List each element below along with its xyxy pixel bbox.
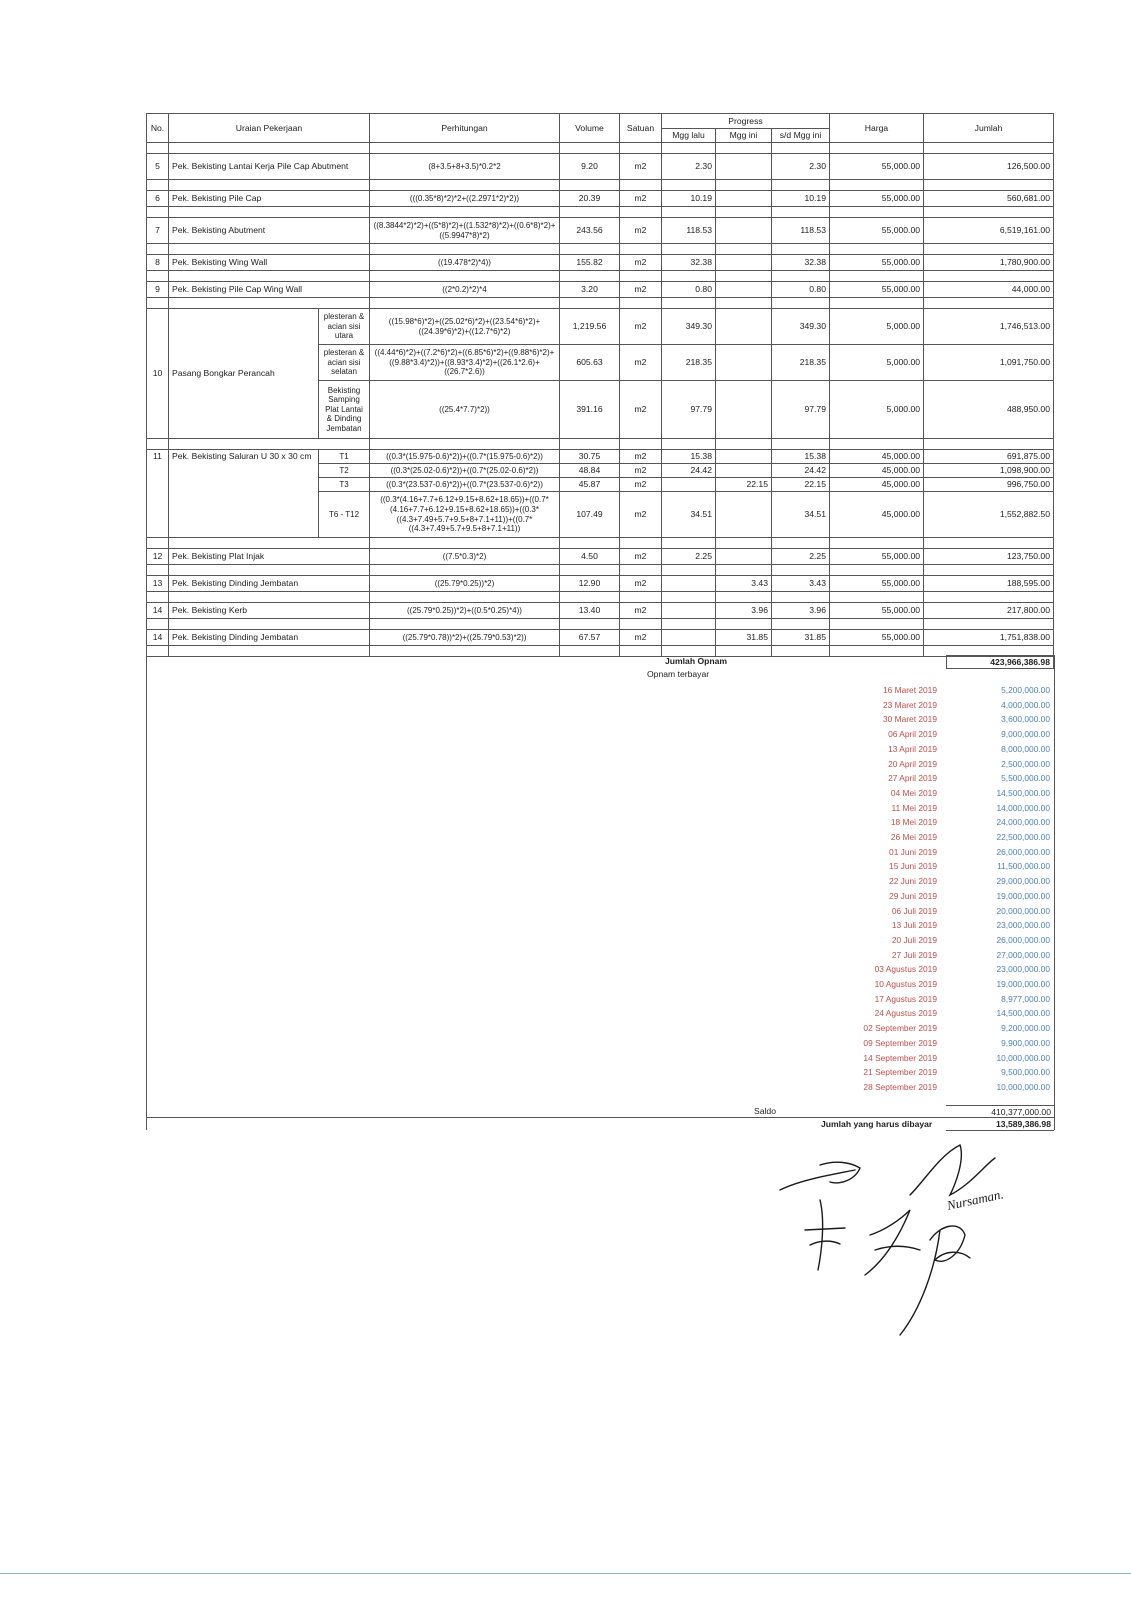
- row-formula: ((0.3*(15.975-0.6)*2))+((0.7*(15.975-0.6)*2)): [370, 450, 560, 464]
- row-volume: 605.63: [560, 345, 620, 381]
- header-row: [147, 114, 1054, 129]
- header-volume: Volume: [560, 114, 620, 143]
- header-mgg-ini: Mgg ini: [716, 128, 772, 143]
- row-jumlah: 1,552,882.50: [924, 492, 1054, 538]
- payment-date: 04 Mei 2019: [890, 787, 937, 798]
- payment-amount: 19,000,000.00: [996, 979, 1050, 989]
- row-volume: 155.82: [560, 255, 620, 271]
- signature-stroke-1: [780, 1162, 860, 1190]
- opnam-terbayar-label: Opnam terbayar: [647, 669, 710, 679]
- row-mgg-lalu: 32.38: [662, 255, 716, 271]
- spacer-row: [147, 592, 1054, 603]
- row-volume: 391.16: [560, 381, 620, 439]
- payment-amount: 27,000,000.00: [996, 949, 1050, 960]
- harus-dibayar-label: Jumlah yang harus dibayar: [821, 1119, 933, 1129]
- spacer-row: [147, 180, 1054, 191]
- row-mgg-ini: 31.85: [716, 630, 772, 646]
- row-sd: 22.15: [772, 478, 830, 492]
- row-volume: 30.75: [560, 450, 620, 464]
- row-mgg-lalu: 97.79: [662, 381, 716, 439]
- row-formula: ((0.3*(4.16+7.7+6.12+9.15+8.62+18.65))+((0.7*(4.16+7.7+6.12+9.15+8.62+18.65))+((0.3*((4.3+7.49+5.7+9.5+8+7.1+11))+((0.7*((4.3+7.49+5.7+9.5+8+7.1+11)): [370, 492, 560, 538]
- saldo-label: Saldo: [754, 1106, 776, 1116]
- row-formula: ((7.5*0.3)*2): [370, 549, 560, 565]
- signature-stroke-5: [900, 1226, 970, 1335]
- row-sd: 31.85: [772, 630, 830, 646]
- payment-amount: 22,500,000.00: [996, 832, 1050, 842]
- row-mgg-ini: [716, 492, 772, 538]
- spacer-row: [147, 244, 1054, 255]
- row-no: 6: [147, 191, 169, 207]
- payment-date: 21 September 2019: [863, 1067, 937, 1078]
- row-mgg-ini: [716, 450, 772, 464]
- row-mgg-lalu: 0.80: [662, 282, 716, 298]
- row-mgg-ini: [716, 309, 772, 345]
- row-satuan: m2: [620, 255, 662, 271]
- payment-date: 20 Juli 2019: [891, 934, 937, 945]
- row-sd: 3.43: [772, 576, 830, 592]
- row-jumlah: 1,746,513.00: [924, 309, 1054, 345]
- payment-date: 18 Mei 2019: [890, 817, 937, 828]
- payment-amount: 19,000,000.00: [996, 890, 1050, 901]
- row-uraian: Pek. Bekisting Kerb: [169, 603, 370, 619]
- row-sub-label: Bekisting Samping Plat Lantai & Dinding Jembatan: [319, 381, 370, 439]
- header-satuan: Satuan: [620, 114, 662, 143]
- row-mgg-lalu: 15.38: [662, 450, 716, 464]
- header-harga: Harga: [830, 114, 924, 143]
- payment-amount: 26,000,000.00: [996, 934, 1050, 945]
- row-mgg-lalu: [662, 576, 716, 592]
- row-harga: 5,000.00: [830, 309, 924, 345]
- row-sd: 0.80: [772, 282, 830, 298]
- row-mgg-lalu: [662, 630, 716, 646]
- payment-amount: 23,000,000.00: [996, 920, 1050, 931]
- row-jumlah: 1,098,900.00: [924, 464, 1054, 478]
- row-jumlah: 560,681.00: [924, 191, 1054, 207]
- table-row: [147, 309, 1054, 345]
- row-uraian: Pek. Bekisting Dinding Jembatan: [169, 630, 370, 646]
- row-satuan: m2: [620, 309, 662, 345]
- row-volume: 3.20: [560, 282, 620, 298]
- payment-date: 23 Maret 2019: [882, 699, 937, 710]
- payment-date: 30 Maret 2019: [882, 714, 937, 725]
- payment-date: 01 Juni 2019: [889, 846, 937, 857]
- row-volume: 13.40: [560, 603, 620, 619]
- row-jumlah: 996,750.00: [924, 478, 1054, 492]
- table-row: [147, 218, 1054, 244]
- row-no: 12: [147, 549, 169, 565]
- saldo-value: 410,377,000.00: [946, 1105, 1054, 1118]
- row-formula: ((0.3*(25.02-0.6)*2))+((0.7*(25.02-0.6)*2)): [370, 464, 560, 478]
- row-formula: ((25.79*0.78))*2)+((25.79*0.53)*2)): [370, 630, 560, 646]
- row-harga: 55,000.00: [830, 218, 924, 244]
- row-satuan: m2: [620, 345, 662, 381]
- row-satuan: m2: [620, 218, 662, 244]
- summary-divider: [147, 1117, 1054, 1118]
- row-jumlah: 44,000.00: [924, 282, 1054, 298]
- payment-date: 20 April 2019: [888, 758, 937, 769]
- row-harga: 55,000.00: [830, 576, 924, 592]
- signature-stroke-2: [910, 1145, 995, 1195]
- payment-amount: 9,200,000.00: [1001, 1023, 1050, 1034]
- row-volume: 1,219.56: [560, 309, 620, 345]
- payment-amount: 23,000,000.00: [996, 964, 1050, 975]
- table-row: [147, 191, 1054, 207]
- row-jumlah: 1,780,900.00: [924, 255, 1054, 271]
- payment-amount: 11,500,000.00: [997, 861, 1050, 872]
- row-satuan: m2: [620, 191, 662, 207]
- payment-amount: 4,000,000.00: [1001, 699, 1050, 710]
- row-formula: ((0.3*(23.537-0.6)*2))+((0.7*(23.537-0.6)*2)): [370, 478, 560, 492]
- header-progress: Progress: [662, 114, 830, 129]
- row-jumlah: 1,091,750.00: [924, 345, 1054, 381]
- row-satuan: m2: [620, 282, 662, 298]
- row-sd: 97.79: [772, 381, 830, 439]
- signatures: [760, 1140, 1060, 1345]
- row-uraian: Pek. Bekisting Dinding Jembatan: [169, 576, 370, 592]
- row-volume: 12.90: [560, 576, 620, 592]
- row-sd: 218.35: [772, 345, 830, 381]
- payment-amount: 10,000,000.00: [996, 1081, 1050, 1092]
- payment-date: 22 Juni 2019: [889, 876, 937, 887]
- row-sd: 3.96: [772, 603, 830, 619]
- payment-amount: 9,500,000.00: [1001, 1067, 1050, 1078]
- payment-date: 10 Agustus 2019: [874, 979, 937, 989]
- row-mgg-lalu: 2.25: [662, 549, 716, 565]
- row-mgg-ini: [716, 345, 772, 381]
- row-harga: 55,000.00: [830, 154, 924, 180]
- row-formula: (8+3.5+8+3.5)*0.2*2: [370, 154, 560, 180]
- spacer-row: [147, 271, 1054, 282]
- payment-date: 27 Juli 2019: [891, 949, 937, 960]
- row-mgg-ini: [716, 191, 772, 207]
- row-jumlah: 6,519,161.00: [924, 218, 1054, 244]
- row-no: 14: [147, 603, 169, 619]
- row-volume: 48.84: [560, 464, 620, 478]
- row-mgg-ini: [716, 549, 772, 565]
- row-formula: ((4.44*6)*2)+((7.2*6)*2)+((6.85*6)*2)+((9.88*6)*2)+((9.88*3.4)*2))+((8.93*3.4)*2)+((26.1*2.6)+((26.7*2.6)): [370, 345, 560, 381]
- spacer-row: [147, 565, 1054, 576]
- payment-amount: 14,500,000.00: [996, 1008, 1050, 1019]
- row-harga: 45,000.00: [830, 450, 924, 464]
- payment-amount: 9,000,000.00: [1001, 729, 1050, 740]
- payment-amount: 10,000,000.00: [996, 1052, 1050, 1063]
- table-row: [147, 576, 1054, 592]
- payment-date: 15 Juni 2019: [889, 861, 937, 872]
- spacer-row: [147, 207, 1054, 218]
- row-mgg-lalu: 118.53: [662, 218, 716, 244]
- row-mgg-lalu: 2.30: [662, 154, 716, 180]
- row-no: 7: [147, 218, 169, 244]
- row-sd: 2.30: [772, 154, 830, 180]
- row-jumlah: 217,800.00: [924, 603, 1054, 619]
- row-mgg-lalu: 349.30: [662, 309, 716, 345]
- payment-amount: 14,000,000.00: [996, 802, 1050, 813]
- signature-name: Nursaman.: [945, 1186, 1005, 1213]
- row-uraian: Pek. Bekisting Pile Cap Wing Wall: [169, 282, 370, 298]
- table-row: [147, 603, 1054, 619]
- row-satuan: m2: [620, 381, 662, 439]
- row-harga: 55,000.00: [830, 630, 924, 646]
- row-formula: ((25.4*7.7)*2)): [370, 381, 560, 439]
- row-mgg-lalu: 10.19: [662, 191, 716, 207]
- payment-amount: 2,500,000.00: [1001, 758, 1050, 769]
- row-formula: ((2*0.2)*2)*4: [370, 282, 560, 298]
- row-sub-label: T2: [319, 464, 370, 478]
- payment-date: 02 September 2019: [863, 1023, 937, 1034]
- jumlah-opnam-value: 423,966,386.98: [946, 655, 1054, 669]
- payment-date: 26 Mei 2019: [890, 832, 937, 842]
- row-sub-label: plesteran & acian sisi utara: [319, 309, 370, 345]
- row-jumlah: 123,750.00: [924, 549, 1054, 565]
- row-satuan: m2: [620, 450, 662, 464]
- spacer-row: [147, 298, 1054, 309]
- payment-date: 13 Juli 2019: [891, 920, 937, 931]
- rab-sheet: [146, 113, 1053, 657]
- row-mgg-ini: 22.15: [716, 478, 772, 492]
- row-harga: 55,000.00: [830, 603, 924, 619]
- row-harga: 55,000.00: [830, 255, 924, 271]
- row-volume: 243.56: [560, 218, 620, 244]
- row-uraian: Pek. Bekisting Lantai Kerja Pile Cap Abutment: [169, 154, 370, 180]
- table-row: [147, 255, 1054, 271]
- payment-date: 27 April 2019: [888, 773, 937, 784]
- payment-amount: 9,900,000.00: [1001, 1037, 1050, 1048]
- payment-amount: 24,000,000.00: [996, 817, 1050, 828]
- row-mgg-lalu: 34.51: [662, 492, 716, 538]
- row-sd: 2.25: [772, 549, 830, 565]
- row-mgg-ini: 3.43: [716, 576, 772, 592]
- row-formula: (((0.35*8)*2)*2+((2.2971*2)*2)): [370, 191, 560, 207]
- table-row: [147, 450, 1054, 464]
- row-mgg-ini: [716, 154, 772, 180]
- row-satuan: m2: [620, 492, 662, 538]
- header-uraian: Uraian Pekerjaan: [169, 114, 370, 143]
- payment-date: 29 Juni 2019: [889, 890, 937, 901]
- payment-date: 16 Maret 2019: [882, 685, 937, 695]
- row-uraian: Pasang Bongkar Perancah: [169, 309, 319, 439]
- payment-amount: 8,977,000.00: [1001, 993, 1050, 1004]
- row-jumlah: 1,751,838.00: [924, 630, 1054, 646]
- row-jumlah: 188,595.00: [924, 576, 1054, 592]
- row-sd: 349.30: [772, 309, 830, 345]
- row-sd: 34.51: [772, 492, 830, 538]
- spacer-row: [147, 619, 1054, 630]
- row-harga: 55,000.00: [830, 282, 924, 298]
- table-row: [147, 630, 1054, 646]
- payment-date: 13 April 2019: [888, 743, 937, 754]
- row-uraian: Pek. Bekisting Plat Injak: [169, 549, 370, 565]
- payment-summary: [146, 655, 1055, 1130]
- row-no: 10: [147, 309, 169, 439]
- row-volume: 20.39: [560, 191, 620, 207]
- row-jumlah: 488,950.00: [924, 381, 1054, 439]
- row-sub-label: plesteran & acian sisi selatan: [319, 345, 370, 381]
- spacer-row: [147, 439, 1054, 450]
- table-row: [147, 282, 1054, 298]
- row-uraian: Pek. Bekisting Pile Cap: [169, 191, 370, 207]
- row-mgg-ini: [716, 218, 772, 244]
- row-formula: ((25.79*0.25))*2)+((0.5*0.25)*4)): [370, 603, 560, 619]
- row-jumlah: 691,875.00: [924, 450, 1054, 464]
- row-mgg-lalu: 218.35: [662, 345, 716, 381]
- row-no: 13: [147, 576, 169, 592]
- payment-date: 24 Agustus 2019: [874, 1008, 937, 1019]
- row-sd: 32.38: [772, 255, 830, 271]
- row-volume: 45.87: [560, 478, 620, 492]
- row-harga: 45,000.00: [830, 464, 924, 478]
- row-volume: 67.57: [560, 630, 620, 646]
- row-volume: 107.49: [560, 492, 620, 538]
- row-harga: 45,000.00: [830, 478, 924, 492]
- row-volume: 4.50: [560, 549, 620, 565]
- header-jumlah: Jumlah: [924, 114, 1054, 143]
- row-satuan: m2: [620, 464, 662, 478]
- row-satuan: m2: [620, 603, 662, 619]
- row-satuan: m2: [620, 576, 662, 592]
- row-harga: 5,000.00: [830, 381, 924, 439]
- payment-amount: 5,500,000.00: [1001, 773, 1050, 784]
- payment-amount: 5,200,000.00: [1001, 685, 1050, 695]
- row-no: 14: [147, 630, 169, 646]
- payment-date: 09 September 2019: [863, 1037, 937, 1048]
- row-harga: 5,000.00: [830, 345, 924, 381]
- jumlah-opnam-label: Jumlah Opnam: [665, 656, 728, 666]
- row-sd: 15.38: [772, 450, 830, 464]
- row-formula: ((8.3844*2)*2)+((5*8)*2)+((1.532*8)*2)+((0.6*8)*2)+((5.9947*8)*2): [370, 218, 560, 244]
- payment-date: 03 Agustus 2019: [874, 964, 937, 975]
- payment-date: 11 Mei 2019: [891, 802, 937, 813]
- row-sd: 24.42: [772, 464, 830, 478]
- row-mgg-lalu: [662, 603, 716, 619]
- row-mgg-lalu: 24.42: [662, 464, 716, 478]
- payment-amount: 3,600,000.00: [1001, 714, 1050, 725]
- row-mgg-ini: [716, 255, 772, 271]
- row-mgg-ini: [716, 381, 772, 439]
- payment-amount: 20,000,000.00: [996, 905, 1050, 916]
- row-no: 9: [147, 282, 169, 298]
- row-sd: 118.53: [772, 218, 830, 244]
- row-volume: 9.20: [560, 154, 620, 180]
- row-uraian: Pek. Bekisting Saluran U 30 x 30 cm: [169, 450, 319, 538]
- header-mgg-lalu: Mgg lalu: [662, 128, 716, 143]
- row-mgg-ini: [716, 282, 772, 298]
- row-satuan: m2: [620, 478, 662, 492]
- harus-dibayar-value: 13,589,386.98: [946, 1118, 1054, 1131]
- row-satuan: m2: [620, 549, 662, 565]
- row-sub-label: T3: [319, 478, 370, 492]
- payment-amount: 26,000,000.00: [996, 846, 1050, 857]
- row-sub-label: T6 - T12: [319, 492, 370, 538]
- row-no: 11: [147, 450, 169, 538]
- row-mgg-lalu: [662, 478, 716, 492]
- payment-date: 06 Juli 2019: [891, 905, 937, 916]
- spacer-row: [147, 143, 1054, 154]
- row-satuan: m2: [620, 630, 662, 646]
- row-harga: 55,000.00: [830, 191, 924, 207]
- header-perhitungan: Perhitungan: [370, 114, 560, 143]
- opname-table: [146, 113, 1054, 657]
- header-sd-mgg-ini: s/d Mgg ini: [772, 128, 830, 143]
- row-mgg-ini: 3.96: [716, 603, 772, 619]
- signature-stroke-3: [805, 1200, 845, 1270]
- row-uraian: Pek. Bekisting Wing Wall: [169, 255, 370, 271]
- row-formula: ((15.98*6)*2)+((25.02*6)*2)+((23.54*6)*2)+((24.39*6)*2)+((12.7*6)*2): [370, 309, 560, 345]
- signature-stroke-4: [865, 1210, 920, 1275]
- row-formula: ((19.478*2)*4)): [370, 255, 560, 271]
- row-formula: ((25.79*0.25))*2): [370, 576, 560, 592]
- payment-date: 17 Agustus 2019: [874, 993, 937, 1004]
- row-uraian: Pek. Bekisting Abutment: [169, 218, 370, 244]
- payment-date: 06 April 2019: [888, 729, 937, 740]
- row-harga: 45,000.00: [830, 492, 924, 538]
- row-sub-label: T1: [319, 450, 370, 464]
- row-no: 8: [147, 255, 169, 271]
- payment-amount: 29,000,000.00: [996, 876, 1050, 887]
- signature-graphic: [760, 1140, 1060, 1340]
- page-bottom-rule: [0, 1573, 1131, 1574]
- payment-date: 28 September 2019: [863, 1081, 937, 1092]
- payment-amount: 14,500,000.00: [996, 787, 1050, 798]
- table-row: [147, 549, 1054, 565]
- row-mgg-ini: [716, 464, 772, 478]
- row-jumlah: 126,500.00: [924, 154, 1054, 180]
- row-harga: 55,000.00: [830, 549, 924, 565]
- payment-amount: 8,000,000.00: [1001, 743, 1050, 754]
- payment-date: 14 September 2019: [863, 1052, 937, 1063]
- spacer-row: [147, 538, 1054, 549]
- row-satuan: m2: [620, 154, 662, 180]
- row-no: 5: [147, 154, 169, 180]
- table-row: [147, 154, 1054, 180]
- row-sd: 10.19: [772, 191, 830, 207]
- header-no: No.: [147, 114, 169, 143]
